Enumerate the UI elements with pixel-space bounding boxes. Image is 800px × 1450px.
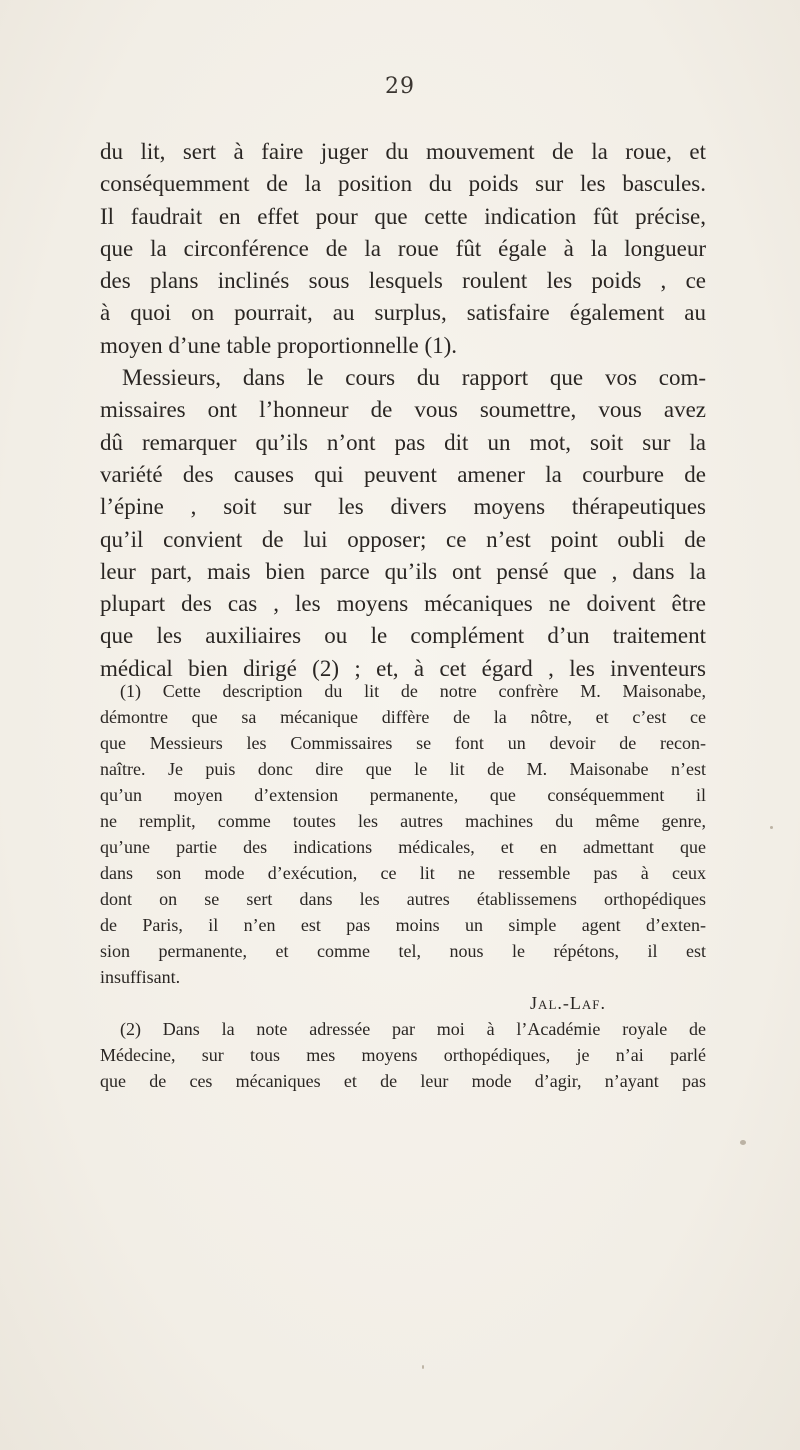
paper-speck [770,826,773,829]
footnote-line: Médecine, sur tous mes moyens orthopédiques, je n’ai parlé [100,1045,706,1065]
paper-speck [740,1140,746,1145]
footnote-line: qu’un moyen d’extension permanente, que conséquemment il [100,785,706,805]
body-line: Messieurs, dans le cours du rapport que vos com- [122,365,706,391]
footnote-line: que Messieurs les Commissaires se font un devoir de recon- [100,733,706,753]
body-line: que les auxiliaires ou le complément d’un traitement [100,623,706,649]
footnote-line: naître. Je puis donc dire que le lit de M. Maisonabe n’est [100,759,706,779]
body-line: qu’il convient de lui opposer; ce n’est point oubli de [100,526,706,552]
body-line: plupart des cas , les moyens mécaniques ne doivent être [100,591,706,617]
footnote-line: sion permanente, et comme tel, nous le répétons, il est [100,941,706,961]
body-line: l’épine , soit sur les divers moyens thérapeutiques [100,494,706,520]
body-line: à quoi on pourrait, au surplus, satisfaire également au [100,300,706,326]
body-line: que la circonférence de la roue fût égale à la longueur [100,235,706,261]
body-line: Il faudrait en effet pour que cette indication fût précise, [100,203,706,229]
body-line: dû remarquer qu’ils n’ont pas dit un mot, soit sur la [100,429,706,455]
footnote-line: dans son mode d’exécution, ce lit ne ressemble pas à ceux [100,863,706,883]
footnotes [100,678,706,1094]
body-line: conséquemment de la position du poids sur les bascules. [100,171,706,197]
footnote-signature: Jal.-Laf. [530,993,606,1013]
page-number: 29 [385,74,415,99]
footnote-line: démontre que sa mécanique diffère de la nôtre, et c’est ce [100,707,706,727]
body-line: du lit, sert à faire juger du mouvement de la roue, et [100,139,706,164]
footnote-line: insuffisant. [100,967,181,987]
footnote-line: (2) Dans la note adressée par moi à l’Académie royale de [120,1019,706,1039]
footnote-line: que de ces mécaniques et de leur mode d’agir, n’ayant pas [100,1071,706,1091]
footnote-line: qu’une partie des indications médicales, et en admettant que [100,837,706,857]
body-line: leur part, mais bien parce qu’ils ont pensé que , dans la [100,558,706,584]
footnote-line: (1) Cette description du lit de notre confrère M. Maisonabe, [120,681,706,701]
footnote-line: de Paris, il n’en est pas moins un simple agent d’exten- [100,915,706,935]
footnote-line: dont on se sert dans les autres établissemens orthopédiques [100,889,706,909]
body-line: des plans inclinés sous lesquels roulent les poids , ce [100,268,706,294]
paper-speck [422,1365,424,1369]
footnote-line: ne remplit, comme toutes les autres machines du même genre, [100,811,706,831]
body-text [100,136,706,685]
body-line: variété des causes qui peuvent amener la courbure de [100,461,706,487]
body-line: médical bien dirigé (2) ; et, à cet égard , les inventeurs [100,655,706,681]
body-line: missaires ont l’honneur de vous soumettre, vous avez [100,397,706,423]
body-line: moyen d’une table proportionnelle (1). [100,332,458,358]
